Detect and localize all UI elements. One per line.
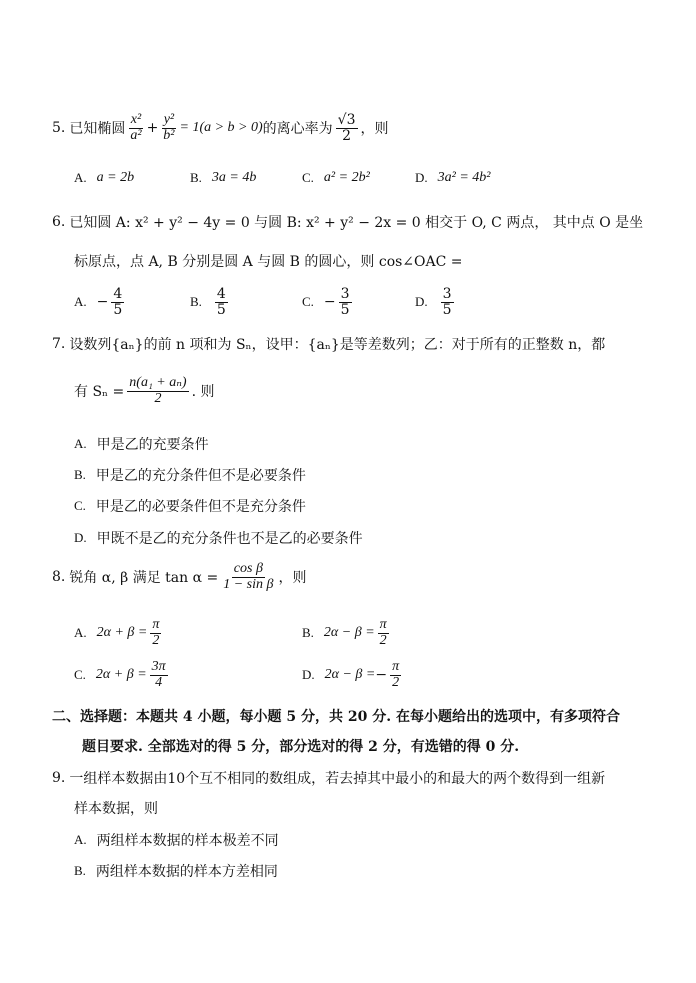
question-number: 9.: [52, 770, 66, 786]
q8-option-d[interactable]: D. 2α − β = − $\frac{\pi}{2}$: [302, 659, 400, 690]
q7-option-b[interactable]: B. 甲是乙的充分条件但不是必要条件: [74, 467, 306, 484]
q5-option-a[interactable]: A. a = 2b: [74, 170, 135, 185]
q5-fraction-x: $\frac{\text{x²}}{\text{a²}}$: [130, 111, 142, 143]
q5-condition: = 1(a > b > 0): [179, 120, 263, 135]
q5-text-c: ，则: [360, 121, 389, 137]
question-number: 5.: [52, 120, 66, 136]
q7-option-c[interactable]: C. 甲是乙的必要条件但不是充分条件: [74, 498, 306, 515]
q6-option-d[interactable]: D. $\frac{3}{5}$: [415, 286, 452, 318]
q6-option-a[interactable]: A. − $\frac{4}{5}$: [74, 286, 123, 318]
q5-option-b[interactable]: B. 3a = 4b: [190, 170, 257, 185]
q9-stem-line1: 9. 一组样本数据由10个互不相同的数组成，若去掉其中最小的和最大的两个数得到一组新: [52, 770, 606, 787]
q7-sum-fraction: $\frac{\text{n(a₁ + aₙ)}}{2}$: [129, 375, 187, 406]
q6-option-b[interactable]: B. $\frac{4}{5}$: [190, 286, 226, 318]
q7-option-a[interactable]: A. 甲是乙的充要条件: [74, 436, 209, 453]
question-number: 6.: [52, 214, 66, 230]
question-number: 8.: [52, 569, 66, 586]
q7-stem-line2: 有 Sₙ = $\frac{\text{n(a₁ + aₙ)}}{2}$ . 则: [74, 375, 215, 406]
q8-option-b[interactable]: B. 2α − β = $\frac{\pi}{2}$: [302, 617, 387, 648]
q5-stem: 5. 已知椭圆 $\frac{\text{x²}}{\text{a²}}$ + $\frac{\text{y²}}{\text{b²}}$ = 1(a > b > 0) 的离心率为 $\frac{√3}{2}$ ，则: [52, 111, 389, 144]
q9-option-a[interactable]: A. 两组样本数据的样本极差不同: [74, 832, 279, 849]
question-number: 7.: [52, 336, 66, 352]
section-heading: 二、选择题：本题共 4 小题，每小题 5 分，共 20 分. 在每小题给出的选项中，有多项符合: [52, 709, 620, 725]
q7-option-d[interactable]: D. 甲既不是乙的充分条件也不是乙的必要条件: [74, 530, 363, 547]
q6-option-c[interactable]: C. − $\frac{3}{5}$: [302, 286, 350, 318]
q8-option-a[interactable]: A. 2α + β = $\frac{\pi}{2}$: [74, 617, 160, 648]
q8-tan-fraction: $\frac{\text{cos β}}{\text{1 − sin β}}$: [223, 561, 274, 592]
q5-option-d[interactable]: D. 3a² = 4b²: [415, 170, 491, 185]
q5-fraction-y: $\frac{\text{y²}}{\text{b²}}$: [163, 111, 175, 143]
q8-stem: 8. 锐角 α, β 满足 tan α = $\frac{\text{cos β}}{\text{1 − sin β}}$ ，则: [52, 561, 307, 592]
q8-option-c[interactable]: C. 2α + β = $\frac{3\pi}{4}$: [74, 659, 166, 690]
q5-text-b: 的离心率为: [262, 121, 333, 137]
q6-stem-line1: 6. 已知圆 A: x² + y² − 4y = 0 与圆 B: x² + y² − 2x = 0 相交于 O, C 两点， 其中点 O 是坐: [52, 214, 644, 231]
q5-option-c[interactable]: C. a² = 2b²: [302, 170, 370, 185]
q7-stem-line1: 7. 设数列{aₙ}的前 n 项和为 Sₙ，设甲：{aₙ}是等差数列；乙：对于所有的正整数 n，都: [52, 336, 606, 353]
section-instructions: 题目要求. 全部选对的得 5 分，部分选对的得 2 分，有选错的得 0 分.: [82, 739, 520, 755]
q9-stem-line2: 样本数据，则: [74, 801, 158, 817]
q5-text-a: 已知椭圆: [69, 121, 126, 137]
q9-option-b[interactable]: B. 两组样本数据的样本方差相同: [74, 863, 278, 880]
q5-eccentricity: $\frac{√3}{2}$: [337, 111, 356, 144]
q6-stem-line2: 标原点，点 A, B 分别是圆 A 与圆 B 的圆心，则 cos∠OAC =: [74, 254, 463, 270]
